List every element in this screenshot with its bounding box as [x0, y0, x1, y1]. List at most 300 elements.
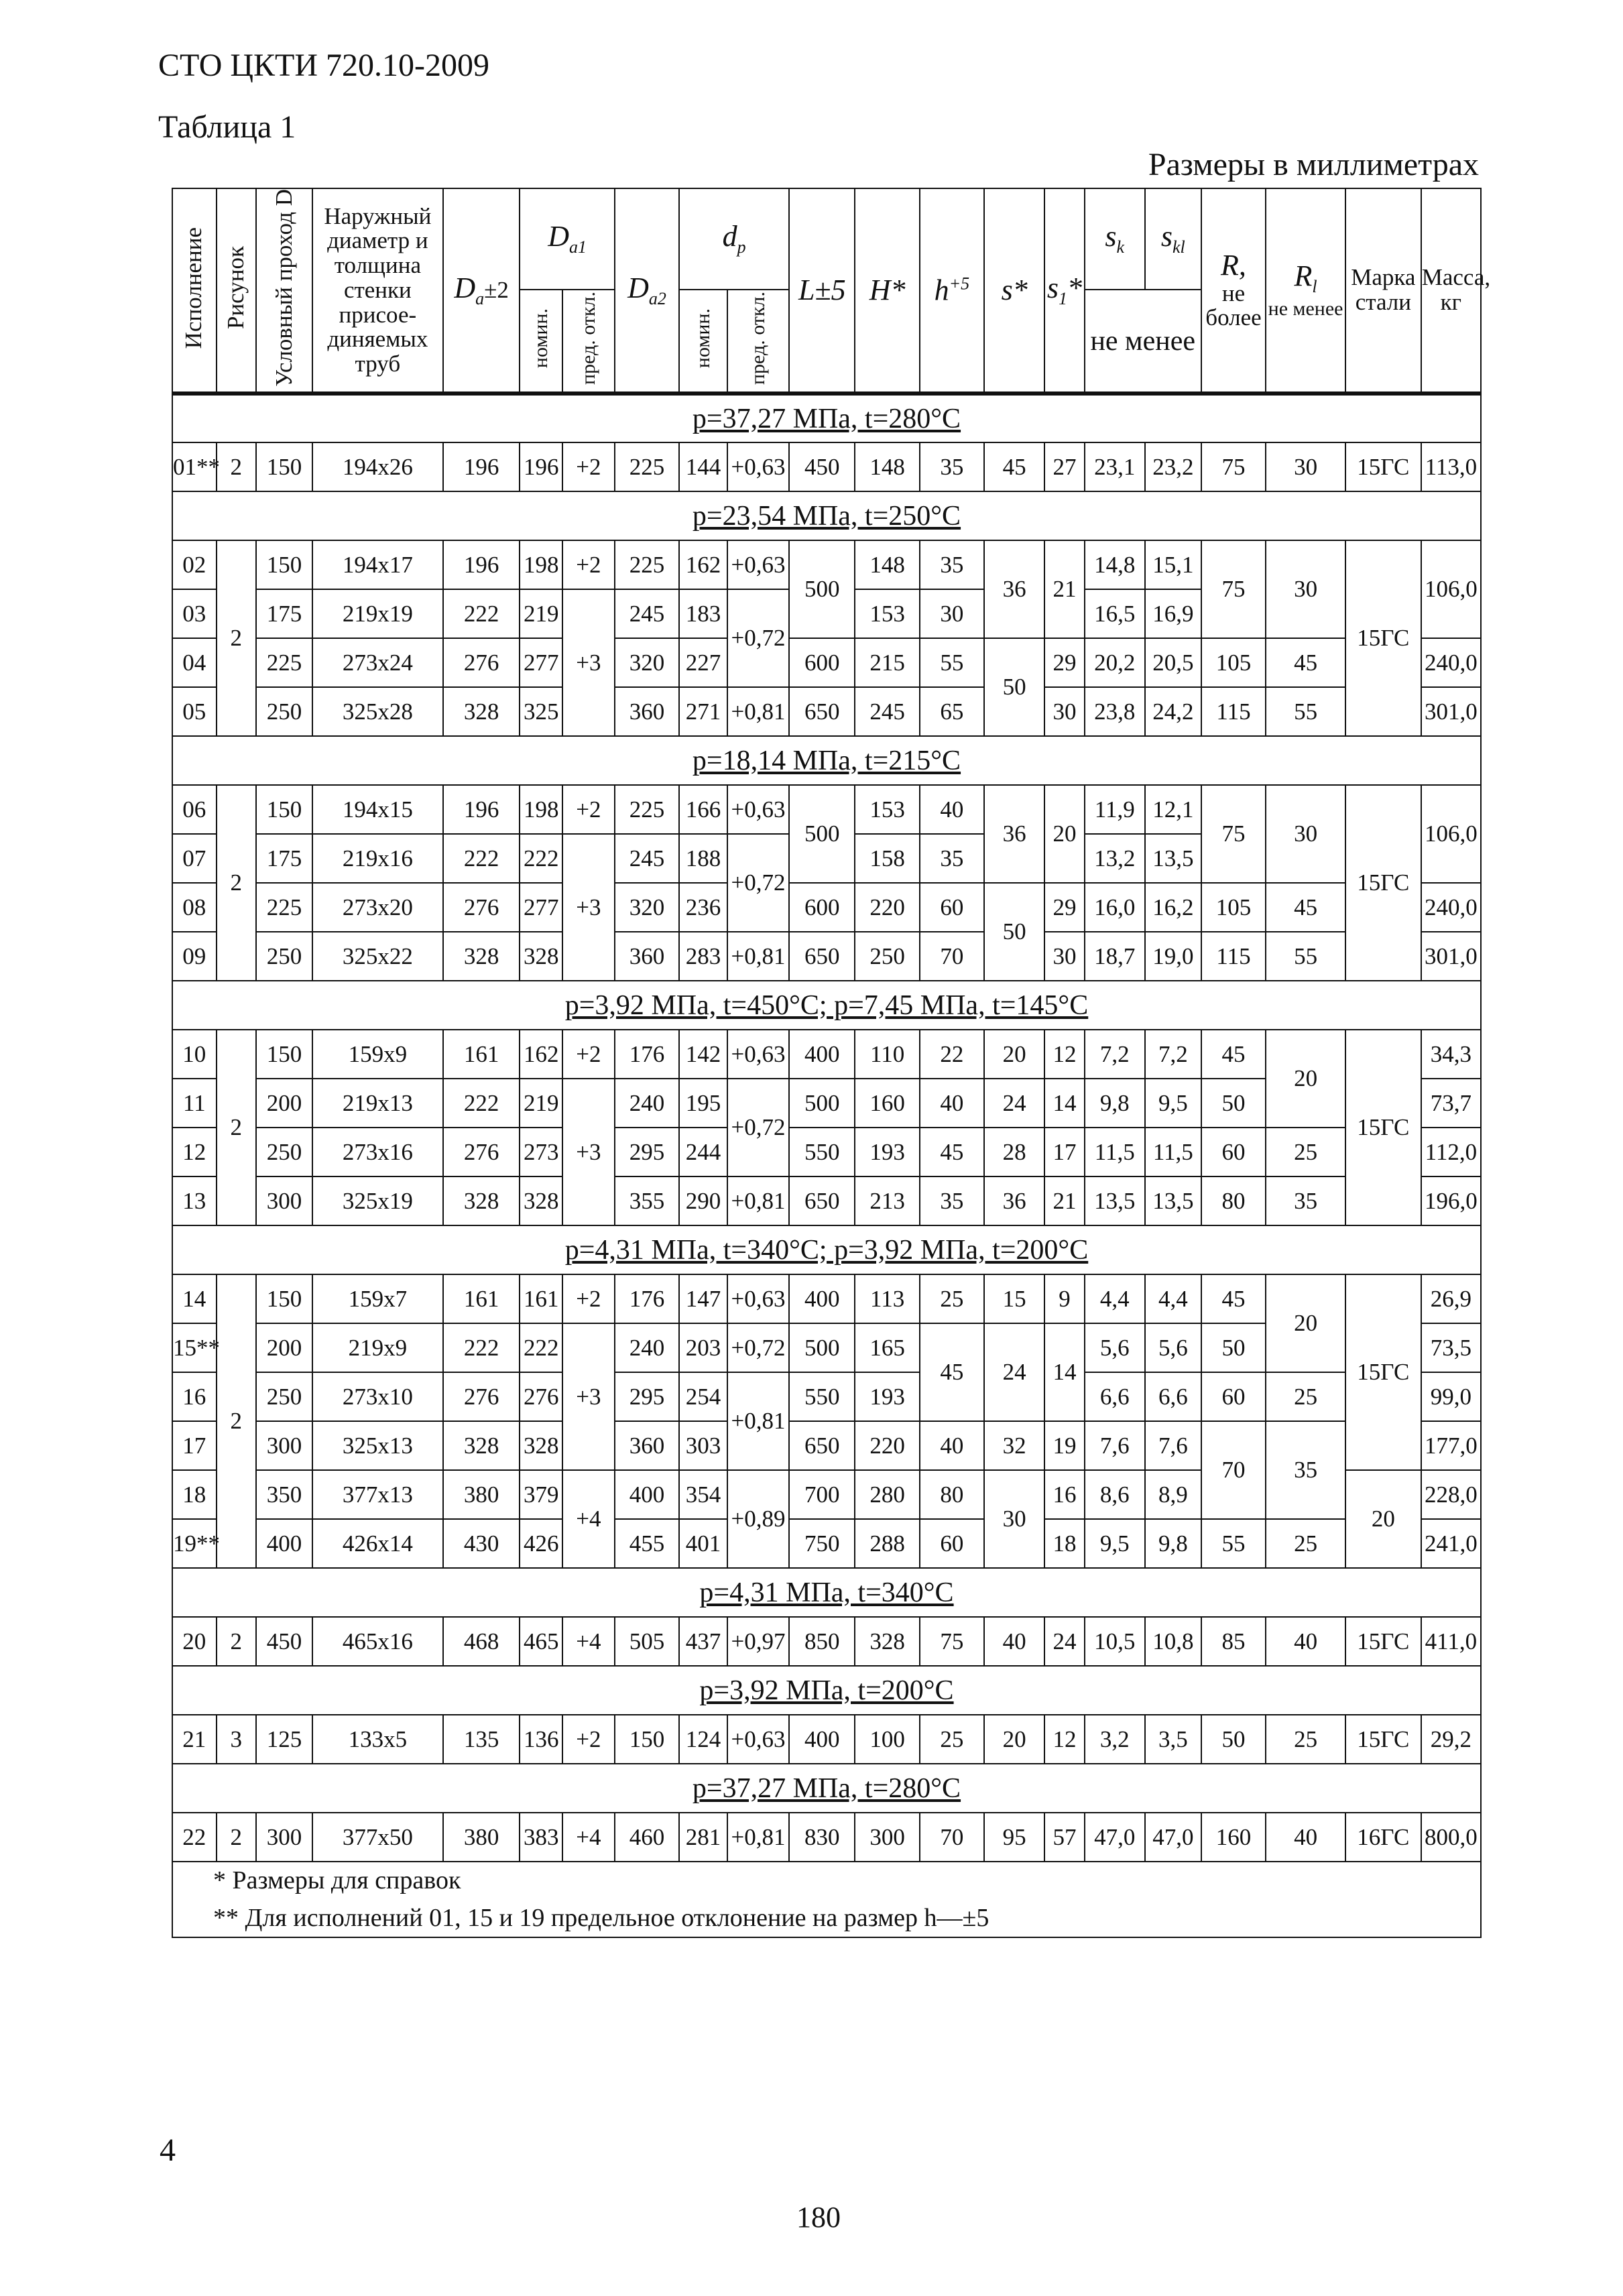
table-cell: +0,72	[727, 1323, 789, 1372]
table-cell: 20	[1044, 785, 1084, 883]
table-cell: 150	[256, 540, 312, 589]
table-header	[172, 188, 1491, 394]
table-cell: 225	[256, 883, 312, 932]
table-row	[172, 1128, 1481, 1176]
table-cell: 35	[920, 834, 984, 883]
table-cell: 3,5	[1145, 1715, 1201, 1764]
table-cell: +0,72	[727, 589, 789, 687]
table-cell: 40	[1266, 1813, 1345, 1862]
col-sk: $s_k$	[1085, 188, 1145, 290]
condition-row	[172, 981, 1481, 1030]
table-cell: 400	[789, 1274, 855, 1323]
table-cell: 380	[443, 1470, 520, 1519]
table-cell: 700	[789, 1470, 855, 1519]
table-cell: 250	[256, 687, 312, 736]
table-cell: 196	[443, 540, 520, 589]
table-cell: 325x19	[312, 1176, 443, 1225]
table-cell: +0,81	[727, 1176, 789, 1225]
table-cell: 300	[256, 1813, 312, 1862]
table-cell: 03	[172, 589, 217, 638]
table-cell: 222	[443, 589, 520, 638]
table-cell: 328	[443, 932, 520, 981]
table-cell: 45	[1201, 1274, 1266, 1323]
table-cell: 2	[217, 442, 256, 491]
col-rl: $R_l$ не менее	[1266, 188, 1345, 394]
col-da1-nomin: номин.	[520, 290, 562, 394]
table-cell: 222	[443, 834, 520, 883]
table-cell: 11	[172, 1079, 217, 1128]
table-row	[172, 883, 1481, 932]
table-cell: 277	[520, 638, 562, 687]
table-cell: p=3,92 МПа, t=450°С; p=7,45 МПа, t=145°С	[172, 981, 1481, 1030]
condition-row	[172, 394, 1481, 442]
table-cell: 176	[615, 1274, 679, 1323]
table-cell: 50	[1201, 1715, 1266, 1764]
table-cell: 176	[615, 1030, 679, 1079]
table-cell: 110	[855, 1030, 919, 1079]
table-cell: 35	[1266, 1176, 1345, 1225]
table-cell: 161	[443, 1274, 520, 1323]
table-cell: 380	[443, 1813, 520, 1862]
table-cell: +0,81	[727, 687, 789, 736]
table-cell: +3	[562, 589, 615, 736]
table-cell: 13,5	[1145, 1176, 1201, 1225]
table-cell	[172, 1862, 1481, 1937]
col-marka: Марка стали	[1345, 188, 1421, 394]
table-cell: 95	[984, 1813, 1044, 1862]
table-cell: 219x16	[312, 834, 443, 883]
table-cell: 500	[789, 785, 855, 883]
table-cell: 29	[1044, 638, 1084, 687]
table-cell: 16,2	[1145, 883, 1201, 932]
table-cell: 99,0	[1421, 1372, 1481, 1421]
table-cell: +3	[562, 834, 615, 981]
table-cell: +2	[562, 1715, 615, 1764]
table-cell: 273x24	[312, 638, 443, 687]
col-da1: $D_{a1}$	[520, 188, 614, 290]
table-cell: 55	[1266, 687, 1345, 736]
table-cell: 15,1	[1145, 540, 1201, 589]
table-cell: 383	[520, 1813, 562, 1862]
table-cell: 220	[855, 1421, 919, 1470]
table-cell: 26,9	[1421, 1274, 1481, 1323]
table-row	[172, 1813, 1481, 1862]
table-row	[172, 1617, 1481, 1666]
table-cell: 7,2	[1145, 1030, 1201, 1079]
table-cell: 250	[256, 932, 312, 981]
table-cell: 328	[520, 1176, 562, 1225]
table-row	[172, 932, 1481, 981]
table-cell: 2	[217, 1813, 256, 1862]
table-cell: +0,63	[727, 442, 789, 491]
table-cell: +0,89	[727, 1470, 789, 1568]
table-cell: 162	[520, 1030, 562, 1079]
table-notes	[172, 1862, 1481, 1937]
col-l: L±5	[789, 188, 855, 394]
table-cell: 113,0	[1421, 442, 1481, 491]
table-cell: 276	[443, 883, 520, 932]
table-row	[172, 687, 1481, 736]
table-cell: 113	[855, 1274, 919, 1323]
table-cell: 219x13	[312, 1079, 443, 1128]
table-cell: 196,0	[1421, 1176, 1481, 1225]
table-cell: 295	[615, 1128, 679, 1176]
table-cell: 30	[1266, 442, 1345, 491]
table-cell: 220	[855, 883, 919, 932]
table-cell: 45	[920, 1323, 984, 1421]
table-cell: 426	[520, 1519, 562, 1568]
table-cell: 505	[615, 1617, 679, 1666]
table-cell: 9,5	[1085, 1519, 1145, 1568]
col-h: $h^{+5}$	[920, 188, 984, 394]
table-cell: +4	[562, 1470, 615, 1568]
table-cell: 60	[920, 883, 984, 932]
table-cell: 175	[256, 834, 312, 883]
col-ne-menee: не менее	[1085, 290, 1201, 394]
table-cell: 198	[520, 785, 562, 834]
table-cell: 01**	[172, 442, 217, 491]
table-cell: 50	[1201, 1079, 1266, 1128]
condition-row	[172, 1666, 1481, 1715]
dimensions-table	[172, 188, 1491, 1938]
table-cell: 23,8	[1085, 687, 1145, 736]
table-cell: +4	[562, 1617, 615, 1666]
table-cell: 2	[217, 1274, 256, 1568]
table-cell: 7,6	[1085, 1421, 1145, 1470]
table-cell: 16ГС	[1345, 1813, 1421, 1862]
table-cell: 70	[920, 932, 984, 981]
page-number-left: 4	[160, 2132, 176, 2168]
table-cell: 228,0	[1421, 1470, 1481, 1519]
table-row	[172, 1372, 1481, 1421]
table-cell: 2	[217, 1030, 256, 1225]
table-cell: 325x28	[312, 687, 443, 736]
table-cell: 35	[1266, 1421, 1345, 1519]
table-cell: 24	[984, 1079, 1044, 1128]
table-cell: 300	[855, 1813, 919, 1862]
table-cell: 160	[855, 1079, 919, 1128]
table-cell: 55	[920, 638, 984, 687]
table-cell: 360	[615, 687, 679, 736]
table-cell: 12,1	[1145, 785, 1201, 834]
table-row	[172, 442, 1481, 491]
table-cell: 112,0	[1421, 1128, 1481, 1176]
table-cell: +3	[562, 1323, 615, 1470]
table-cell: 18	[172, 1470, 217, 1519]
table-cell: 328	[855, 1617, 919, 1666]
table-cell: 165	[855, 1323, 919, 1372]
table-cell: 177,0	[1421, 1421, 1481, 1470]
table-cell: 360	[615, 1421, 679, 1470]
table-cell: 16	[1044, 1470, 1084, 1519]
table-cell: 550	[789, 1128, 855, 1176]
units-note: Размеры в миллиметрах	[1148, 147, 1479, 182]
table-cell: 80	[1201, 1176, 1266, 1225]
condition-row	[172, 1225, 1481, 1274]
table-cell: 328	[443, 687, 520, 736]
table-cell: 05	[172, 687, 217, 736]
table-cell: 426x14	[312, 1519, 443, 1568]
table-cell: 800,0	[1421, 1813, 1481, 1862]
table-cell: 276	[520, 1372, 562, 1421]
table-cell: 600	[789, 883, 855, 932]
table-cell: 02	[172, 540, 217, 589]
table-cell: 465x16	[312, 1617, 443, 1666]
table-cell: 219	[520, 1079, 562, 1128]
col-risunok: Рисунок	[217, 188, 256, 394]
table-cell: 15ГС	[1345, 1030, 1421, 1225]
table-cell: 650	[789, 1176, 855, 1225]
table-cell: 325x13	[312, 1421, 443, 1470]
table-cell: 22	[920, 1030, 984, 1079]
table-cell: 17	[1044, 1128, 1084, 1176]
table-cell: 136	[520, 1715, 562, 1764]
table-cell: 303	[679, 1421, 727, 1470]
table-cell: 100	[855, 1715, 919, 1764]
table-cell: 183	[679, 589, 727, 638]
table-cell: 240	[615, 1323, 679, 1372]
table-cell: 60	[920, 1519, 984, 1568]
table-cell: 159x7	[312, 1274, 443, 1323]
table-cell: 301,0	[1421, 932, 1481, 981]
table-cell: 45	[1266, 883, 1345, 932]
table-cell: 60	[1201, 1372, 1266, 1421]
table-row	[172, 1030, 1481, 1079]
table-cell: 273x10	[312, 1372, 443, 1421]
table-cell: 9,8	[1085, 1079, 1145, 1128]
table-cell: +2	[562, 1274, 615, 1323]
table-cell: 2	[217, 785, 256, 981]
table-cell: 15ГС	[1345, 785, 1421, 981]
table-cell: 236	[679, 883, 727, 932]
table-cell: +0,72	[727, 1079, 789, 1176]
table-cell: 153	[855, 785, 919, 834]
table-cell: 55	[1266, 932, 1345, 981]
table-cell: 175	[256, 589, 312, 638]
table-cell: 73,7	[1421, 1079, 1481, 1128]
table-cell: 29	[1044, 883, 1084, 932]
table-cell: 200	[256, 1079, 312, 1128]
table-cell: 34,3	[1421, 1030, 1481, 1079]
table-cell: 203	[679, 1323, 727, 1372]
table-cell: +2	[562, 442, 615, 491]
table-cell: 4,4	[1085, 1274, 1145, 1323]
note-2: ** Для исполнений 01, 15 и 19 предельное отклонение на размер h—±5	[213, 1903, 989, 1932]
table-cell: 60	[1201, 1128, 1266, 1176]
table-cell: 50	[1201, 1323, 1266, 1372]
table-cell: 300	[256, 1176, 312, 1225]
table-cell: 250	[256, 1128, 312, 1176]
table-cell: 10	[172, 1030, 217, 1079]
table-cell: 40	[920, 1421, 984, 1470]
table-cell: 16	[172, 1372, 217, 1421]
table-cell: +0,97	[727, 1617, 789, 1666]
table-cell: 300	[256, 1421, 312, 1470]
table-cell: 12	[1044, 1715, 1084, 1764]
table-cell: 75	[920, 1617, 984, 1666]
table-cell: 271	[679, 687, 727, 736]
table-cell: 24	[984, 1323, 1044, 1421]
table-cell: 10,5	[1085, 1617, 1145, 1666]
table-cell: 5,6	[1145, 1323, 1201, 1372]
table-cell: 40	[920, 785, 984, 834]
table-cell: 2	[217, 1617, 256, 1666]
table-cell: 500	[789, 1079, 855, 1128]
table-cell: 125	[256, 1715, 312, 1764]
table-cell: 142	[679, 1030, 727, 1079]
table-cell: 5,6	[1085, 1323, 1145, 1372]
table-cell: 455	[615, 1519, 679, 1568]
table-cell: 18,7	[1085, 932, 1145, 981]
table-cell: +0,72	[727, 834, 789, 932]
col-s1: $s_1*$	[1044, 188, 1084, 394]
table-cell: 161	[520, 1274, 562, 1323]
table-cell: 18	[1044, 1519, 1084, 1568]
table-cell: 400	[789, 1030, 855, 1079]
table-cell: 20	[1266, 1274, 1345, 1372]
table-cell: 9	[1044, 1274, 1084, 1323]
table-cell: 15ГС	[1345, 1617, 1421, 1666]
table-cell: p=4,31 МПа, t=340°С	[172, 1568, 1481, 1617]
table-cell: 35	[920, 540, 984, 589]
table-cell: 240,0	[1421, 638, 1481, 687]
table-row	[172, 785, 1481, 834]
table-cell: 15ГС	[1345, 1715, 1421, 1764]
table-cell: 25	[1266, 1128, 1345, 1176]
table-cell: p=37,27 МПа, t=280°С	[172, 1764, 1481, 1813]
table-cell: 250	[256, 1372, 312, 1421]
table-cell: 600	[789, 638, 855, 687]
table-cell: 15**	[172, 1323, 217, 1372]
col-s-star: s*	[984, 188, 1044, 394]
table-cell: 35	[920, 1176, 984, 1225]
table-cell: 8,9	[1145, 1470, 1201, 1519]
table-cell: 360	[615, 932, 679, 981]
table-cell: 194x17	[312, 540, 443, 589]
table-cell: 295	[615, 1372, 679, 1421]
table-cell: 21	[1044, 540, 1084, 638]
table-cell: 227	[679, 638, 727, 687]
table-cell: 650	[789, 1421, 855, 1470]
table-cell: 19**	[172, 1519, 217, 1568]
table-cell: 30	[1266, 540, 1345, 638]
table-cell: 281	[679, 1813, 727, 1862]
table-cell: 273x20	[312, 883, 443, 932]
col-dp: $d_p$	[679, 188, 789, 290]
table-cell: 36	[984, 785, 1044, 883]
table-cell: 245	[615, 834, 679, 883]
table-cell: 20,5	[1145, 638, 1201, 687]
table-cell: 30	[1266, 785, 1345, 883]
table-cell: 115	[1201, 932, 1266, 981]
table-cell: 150	[615, 1715, 679, 1764]
table-cell: 20	[1345, 1470, 1421, 1568]
table-cell: p=18,14 МПа, t=215°С	[172, 736, 1481, 785]
table-cell: 215	[855, 638, 919, 687]
table-cell: 219x19	[312, 589, 443, 638]
table-cell: 15	[984, 1274, 1044, 1323]
table-cell: 19,0	[1145, 932, 1201, 981]
table-cell: 115	[1201, 687, 1266, 736]
table-cell: 193	[855, 1128, 919, 1176]
table-row	[172, 1715, 1481, 1764]
table-cell: 245	[855, 687, 919, 736]
table-cell: 08	[172, 883, 217, 932]
table-cell: 219x9	[312, 1323, 443, 1372]
document-code: СТО ЦКТИ 720.10-2009	[158, 48, 490, 83]
table-cell: 40	[984, 1617, 1044, 1666]
table-cell: +0,81	[727, 932, 789, 981]
table-cell: 150	[256, 1274, 312, 1323]
table-cell: 20	[172, 1617, 217, 1666]
table-cell: +2	[562, 1030, 615, 1079]
table-cell: 273x16	[312, 1128, 443, 1176]
col-skl: $s_{kl}$	[1145, 188, 1201, 290]
table-cell: +0,81	[727, 1813, 789, 1862]
table-row	[172, 1274, 1481, 1323]
table-cell: p=37,27 МПа, t=280°С	[172, 394, 1481, 442]
table-cell: +2	[562, 540, 615, 589]
table-cell: 328	[443, 1421, 520, 1470]
table-cell: 04	[172, 638, 217, 687]
table-cell: 273	[520, 1128, 562, 1176]
table-cell: 325	[520, 687, 562, 736]
table-cell: 09	[172, 932, 217, 981]
table-cell: 27	[1044, 442, 1084, 491]
table-cell: 57	[1044, 1813, 1084, 1862]
table-cell: 277	[520, 883, 562, 932]
table-cell: 225	[615, 785, 679, 834]
table-cell: 14	[1044, 1323, 1084, 1421]
table-cell: 188	[679, 834, 727, 883]
table-cell: 401	[679, 1519, 727, 1568]
table-cell: 75	[1201, 540, 1266, 638]
table-cell: 47,0	[1085, 1813, 1145, 1862]
table-cell: 13,5	[1085, 1176, 1145, 1225]
table-cell: 40	[920, 1079, 984, 1128]
table-cell: 21	[172, 1715, 217, 1764]
table-cell: 7,6	[1145, 1421, 1201, 1470]
table-cell: 350	[256, 1470, 312, 1519]
table-cell: 500	[789, 540, 855, 638]
col-uslovny: Условный проход D	[256, 188, 312, 394]
table-cell: 650	[789, 932, 855, 981]
table-cell: 150	[256, 785, 312, 834]
table-cell: 06	[172, 785, 217, 834]
table-cell: 377x50	[312, 1813, 443, 1862]
table-cell: 328	[443, 1176, 520, 1225]
table-cell: 30	[984, 1470, 1044, 1568]
table-cell: 22	[172, 1813, 217, 1862]
table-cell: +0,63	[727, 785, 789, 834]
table-cell: 6,6	[1145, 1372, 1201, 1421]
table-cell: 55	[1201, 1519, 1266, 1568]
table-cell: 30	[1044, 687, 1084, 736]
table-cell: 45	[920, 1128, 984, 1176]
table-cell: +0,63	[727, 540, 789, 589]
table-cell: 193	[855, 1372, 919, 1421]
table-cell: 153	[855, 589, 919, 638]
table-cell: 135	[443, 1715, 520, 1764]
table-cell: 14	[1044, 1079, 1084, 1128]
table-cell: 460	[615, 1813, 679, 1862]
table-cell: 437	[679, 1617, 727, 1666]
table-cell: 290	[679, 1176, 727, 1225]
table-cell: 2	[217, 540, 256, 736]
table-cell: 11,9	[1085, 785, 1145, 834]
table-cell: 750	[789, 1519, 855, 1568]
table-cell: 850	[789, 1617, 855, 1666]
